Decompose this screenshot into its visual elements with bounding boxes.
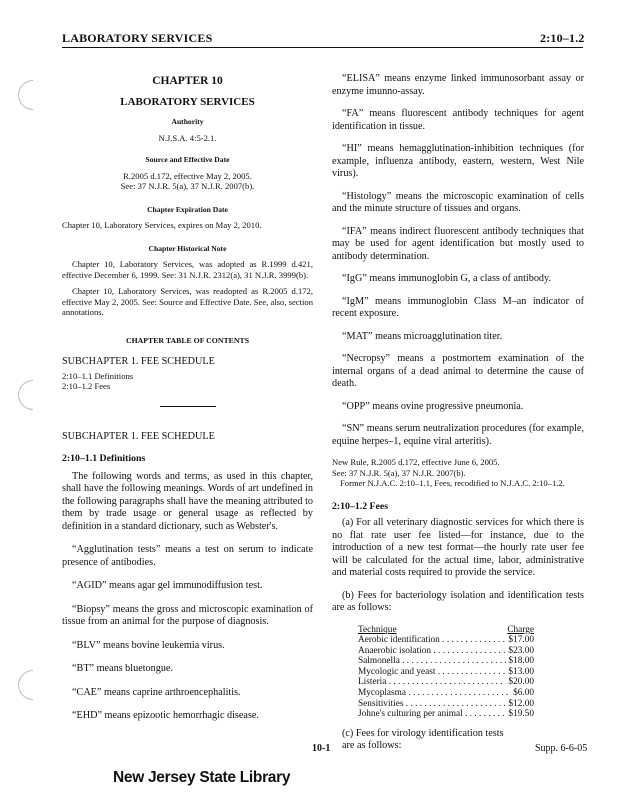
expiration-label: Chapter Expiration Date — [147, 204, 228, 214]
definition-item: “HI” means hemagglutination-inhibition techniques (for example, influenza antibody, eastern, western, West Nile virus). — [332, 143, 584, 179]
fee-technique: Listeria . . . — [358, 677, 506, 688]
fee-charge: $18.00 — [508, 656, 534, 667]
definition-item: “BLV” means bovine leukemia virus. — [72, 639, 225, 651]
table-row — [358, 656, 534, 667]
fees-paragraph-c: (c) Fees for virology identification tests are as follows: — [342, 727, 504, 752]
definition-item: “AGID” means agar gel immunodiffusion test. — [72, 580, 263, 591]
fee-technique: Anaerobic isolation . . . — [358, 646, 506, 657]
source-label: Source and Effective Date — [145, 155, 230, 164]
table-row — [358, 709, 534, 720]
fee-table-header-technique: Technique — [358, 624, 397, 635]
source-line-1: R.2005 d.172, effective May 2, 2005. — [123, 170, 252, 181]
table-row — [358, 646, 534, 657]
table-row — [358, 699, 534, 710]
authority-label: Authority — [171, 117, 204, 126]
definition-item: “FA” means fluorescent antibody techniques for agent identification in tissue. — [332, 108, 584, 132]
fee-charge: $19.50 — [508, 709, 534, 720]
authority-text: N.J.S.A. 4:5-2.1. — [158, 132, 217, 143]
toc-subchapter: SUBCHAPTER 1. FEE SCHEDULE — [62, 356, 215, 367]
definition-item: “Agglutination tests” means a test on serum to indicate presence of antibodies. — [62, 544, 313, 568]
chapter-title: LABORATORY SERVICES — [120, 95, 255, 108]
toc-item-fees: 2:10–1.2 Fees — [62, 381, 111, 391]
historical-label: Chapter Historical Note — [148, 243, 227, 253]
section-heading-fees: 2:10–1.2 Fees — [332, 500, 389, 512]
header-rule — [62, 47, 583, 48]
rule-note-1: New Rule, R.2005 d.172, effective June 6, 2005. — [332, 457, 500, 467]
right-column — [332, 73, 584, 753]
toc-item-definitions: 2:10–1.1 Definitions — [62, 370, 134, 381]
fees-paragraph-b: (b) Fees for bacteriology isolation and identification tests are as follows: — [332, 589, 584, 613]
fee-charge: $6.00 — [513, 688, 534, 699]
definition-item: “Biopsy” means the gross and microscopic examination of tissue from an animal for the purpose of diagnosis. — [62, 603, 313, 627]
chapter-number: CHAPTER 10 — [152, 75, 223, 87]
definition-item: “IFA” means indirect fluorescent antibody techniques that may be used for agent identification but mostly used to antibody determination. — [332, 225, 584, 262]
fee-table-header-charge: Charge — [507, 624, 534, 635]
punch-hole-mark — [12, 664, 54, 706]
left-column — [62, 75, 313, 723]
fee-charge: $13.00 — [508, 666, 534, 677]
fee-table — [358, 625, 534, 720]
page-number: 10-1 — [312, 743, 331, 754]
fee-charge: $23.00 — [508, 645, 534, 656]
definition-item: “BT” means bluetongue. — [72, 663, 173, 674]
punch-hole-mark — [12, 374, 54, 416]
section-heading-definitions: 2:10–1.1 Definitions — [62, 453, 146, 464]
supplement-date: Supp. 6-6-05 — [535, 743, 588, 754]
fees-paragraph-a: (a) For all veterinary diagnostic services for which there is no flat rate user fee listed—for instance, due to the introduction of a new test format—the hourly rate user fee will be calculated for the actual time, labor, administrative and material costs required to provide the service. — [332, 517, 584, 578]
historical-note-1: Chapter 10, Laboratory Services, was adopted as R.1999 d.421, effective December 6, 1999. See: 31 N.J.R. 2312(a), 31 N.J.R. 3999(b). — [62, 259, 313, 280]
fee-charge: $17.00 — [508, 635, 534, 646]
rule-note-2: See: 37 N.J.R. 5(a), 37 N.J.R. 2007(b). — [332, 467, 466, 478]
fee-technique: Johne's culturing per animal . . . — [358, 709, 506, 720]
fee-charge: $20.00 — [508, 677, 534, 688]
library-stamp: New Jersey State Library — [113, 769, 291, 786]
fee-technique: Mycoplasma . . . — [358, 688, 511, 699]
table-row — [358, 688, 534, 699]
punch-hole-mark — [12, 74, 54, 116]
fee-technique: Mycologic and yeast . . . — [358, 667, 506, 678]
fee-technique: Aerobic identification . . . — [358, 635, 506, 646]
section-divider — [160, 406, 216, 407]
definition-item: “CAE” means caprine arthroencephalitis. — [72, 686, 241, 698]
fee-technique: Salmonella . . . — [358, 656, 506, 667]
definition-item: “Histology” means the microscopic examination of cells and the minute structure of tissues and organs. — [332, 190, 584, 214]
expiration-text: Chapter 10, Laboratory Services, expires on May 2, 2010. — [62, 220, 262, 230]
subchapter-heading: SUBCHAPTER 1. FEE SCHEDULE — [62, 430, 215, 442]
fee-technique: Sensitivities . . . — [358, 699, 506, 710]
table-row — [358, 677, 534, 688]
table-row — [358, 635, 534, 646]
definition-item: “Necropsy” means a postmortem examination of the internal organs of a dead animal to determine the cause of death. — [332, 353, 584, 389]
running-header-title: LABORATORY SERVICES — [62, 31, 213, 45]
running-header-section: 2:10–1.2 — [540, 31, 585, 45]
definition-item: “MAT” means microagglutination titer. — [342, 330, 503, 342]
rule-note-3: Former N.J.A.C. 2:10–1.1, Fees, recodified to N.J.A.C. 2:10–1.2. — [340, 478, 565, 488]
definition-item: “SN” means serum neutralization procedures (for example, equine herpes–1, equine viral arteritis). — [332, 423, 584, 447]
definitions-intro: The following words and terms, as used in this chapter, shall have the following meanings. Words of art undefined in the following paragraphs shall have the meaning attributed to them by trade usage or general usage as reflected by definition in a standard dictionary, such as Webster's. — [62, 470, 313, 532]
definition-item: “ELISA” means enzyme linked immunosorbant assay or enzyme imunno-assay. — [332, 73, 584, 97]
fee-table-header — [358, 625, 534, 636]
toc-heading: CHAPTER TABLE OF CONTENTS — [125, 335, 250, 345]
table-row — [358, 667, 534, 678]
definition-item: “EHD” means epizootic hemorrhagic disease. — [72, 710, 259, 721]
definition-item: “IgG” means immunoglobin G, a class of antibody. — [342, 273, 551, 284]
historical-note-2: Chapter 10, Laboratory Services, was readopted as R.2005 d.172, effective May 2, 2005. See: Source and Effective Date. See, also, section annotations. — [62, 286, 313, 317]
definition-item: “IgM” means immunoglobin Class M–an indicator of recent exposure. — [332, 295, 584, 319]
source-line-2: See: 37 N.J.R. 5(a), 37 N.J.R. 2007(b). — [120, 181, 255, 191]
fee-charge: $12.00 — [508, 698, 534, 709]
definition-item: “OPP” means ovine progressive pneumonia. — [342, 400, 524, 412]
